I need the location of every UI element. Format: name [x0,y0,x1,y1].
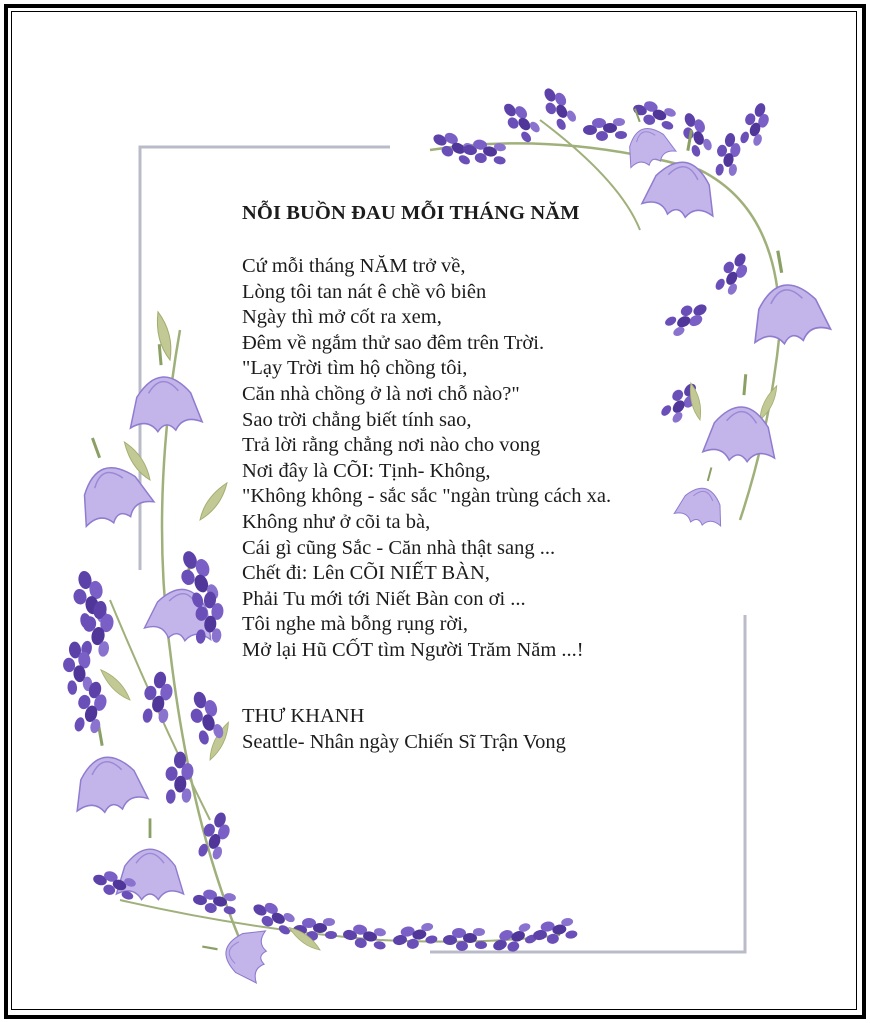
poem-line: Mở lại Hũ CỐT tìm Người Trăm Năm ...! [242,638,584,661]
flower-cluster-left [59,311,240,940]
poem-line: Ngày thì mở cốt ra xem, [242,306,442,329]
poem-line: Lòng tôi tan nát ê chề vô biên [242,280,487,303]
poem-line: Căn nhà chồng ở là nơi chỗ nào?" [242,382,520,405]
poem-place-occasion: Seattle- Nhân ngày Chiến Sĩ Trận Vong [242,731,566,753]
poem-author: THƯ KHANH [242,705,365,727]
poem-line: Trả lời rằng chẳng nơi nào cho vong [242,434,541,457]
poem-line: Nơi đây là CÕI: Tịnh- Không, [242,459,491,482]
poem-line: "Lạy Trời tìm hộ chồng tôi, [242,357,468,380]
poem-line: Chết đi: Lên CÕI NIẾT BÀN, [242,562,490,585]
poem-line: Cứ mỗi tháng NĂM trở về, [242,255,466,277]
poem-line: Phải Tu mới tới Niết Bàn con ơi ... [242,587,526,610]
poem-line: Tôi nghe mà bỗng rụng rời, [242,613,469,636]
poem-line: Sao trời chẳng biết tính sao, [242,408,472,431]
poem-line: "Không không - sắc sắc "ngàn trùng cách xa. [242,485,612,508]
poem-line: Cái gì cũng Sắc - Căn nhà thật sang ... [242,536,556,559]
poem-title: NỖI BUỒN ĐAU MỖI THÁNG NĂM [242,202,580,224]
poem-line: Không như ở cõi ta bà, [242,510,431,533]
poem-line: Đêm về ngắm thử sao đêm trên Trời. [242,331,545,354]
poem-lines [242,254,611,664]
